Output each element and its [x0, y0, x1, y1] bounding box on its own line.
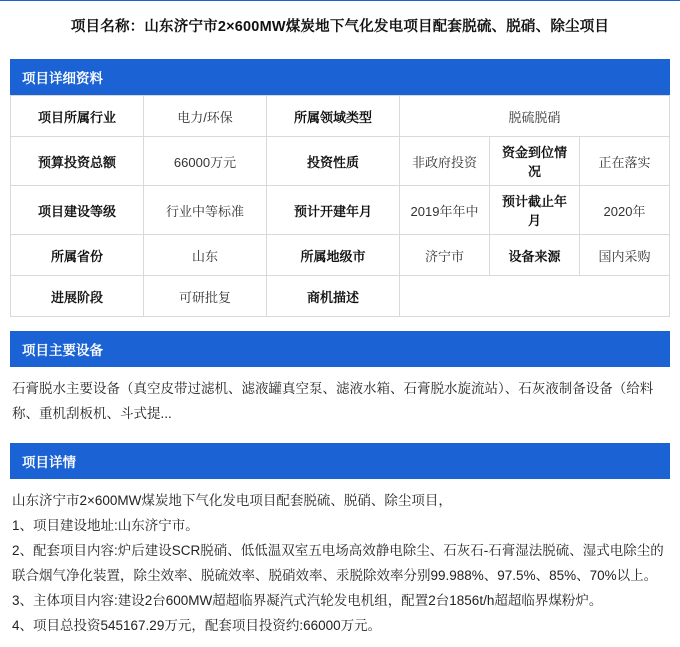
cell-label-start-date: 预计开建年月 — [267, 186, 400, 235]
cell-value-city: 济宁市 — [400, 235, 490, 276]
cell-label-progress-stage: 进展阶段 — [11, 276, 144, 317]
cell-value-progress-stage: 可研批复 — [144, 276, 267, 317]
cell-value-equipment-source: 国内采购 — [580, 235, 670, 276]
detail-item: 2、配套项目内容:炉后建设SCR脱硝、低低温双室五电场高效静电除尘、石灰石-石膏湿法脱硫、湿式电除尘的联合烟气净化装置，除尘效率、脱硫效率、脱硝效率、汞脱除效率分别99.988%、97.5%、85%、70%以上。 — [12, 542, 664, 583]
cell-value-invest-nature: 非政府投资 — [400, 137, 490, 186]
section-header-project-detail: 项目详情 — [10, 443, 670, 479]
cell-label-budget: 预算投资总额 — [11, 137, 144, 186]
cell-value-opportunity-desc — [400, 276, 670, 317]
section-header-detail-info: 项目详细资料 — [10, 59, 670, 95]
cell-label-industry: 项目所属行业 — [11, 96, 144, 137]
cell-label-province: 所属省份 — [11, 235, 144, 276]
cell-value-industry: 电力/环保 — [144, 96, 267, 137]
cell-label-equipment-source: 设备来源 — [490, 235, 580, 276]
table-row — [11, 96, 670, 137]
cell-value-start-date: 2019年年中 — [400, 186, 490, 235]
table-row — [11, 186, 670, 235]
project-detail-body — [10, 479, 670, 647]
cell-label-city: 所属地级市 — [267, 235, 400, 276]
detail-item: 4、项目总投资545167.29万元，配套项目投资约:66000万元。 — [12, 617, 382, 633]
cell-value-province: 山东 — [144, 235, 267, 276]
page-title — [0, 1, 680, 49]
cell-label-invest-nature: 投资性质 — [267, 137, 400, 186]
table-row — [11, 137, 670, 186]
detail-item: 1、项目建设地址:山东济宁市。 — [12, 517, 199, 533]
cell-label-field-type: 所属领域类型 — [267, 96, 400, 137]
cell-value-end-date: 2020年 — [580, 186, 670, 235]
detail-intro: 山东济宁市2×600MW煤炭地下气化发电项目配套脱硫、脱硝、除尘项目， — [12, 492, 452, 508]
cell-label-opportunity-desc: 商机描述 — [267, 276, 400, 317]
cell-value-budget: 66000万元 — [144, 137, 267, 186]
table-row — [11, 276, 670, 317]
project-info-table — [10, 95, 670, 317]
main-equipment-text: 石膏脱水主要设备（真空皮带过滤机、滤液罐真空泵、滤液水箱、石膏脱水旋流站）、石灰液制备设备（给料称、重机刮板机、斗式提... — [12, 381, 654, 421]
cell-value-build-level: 行业中等标准 — [144, 186, 267, 235]
cell-value-funding-status: 正在落实 — [580, 137, 670, 186]
detail-item: 3、主体项目内容:建设2台600MW超超临界凝汽式汽轮发电机组，配置2台1856t/h超超临界煤粉炉。 — [12, 592, 603, 608]
cell-value-field-type: 脱硫脱硝 — [400, 96, 670, 137]
table-row — [11, 235, 670, 276]
cell-label-end-date: 预计截止年月 — [490, 186, 580, 235]
cell-label-build-level: 项目建设等级 — [11, 186, 144, 235]
project-title-text: 项目名称：山东济宁市2×600MW煤炭地下气化发电项目配套脱硫、脱硝、除尘项目 — [70, 19, 610, 35]
section-header-main-equipment: 项目主要设备 — [10, 331, 670, 367]
cell-label-funding-status: 资金到位情况 — [490, 137, 580, 186]
